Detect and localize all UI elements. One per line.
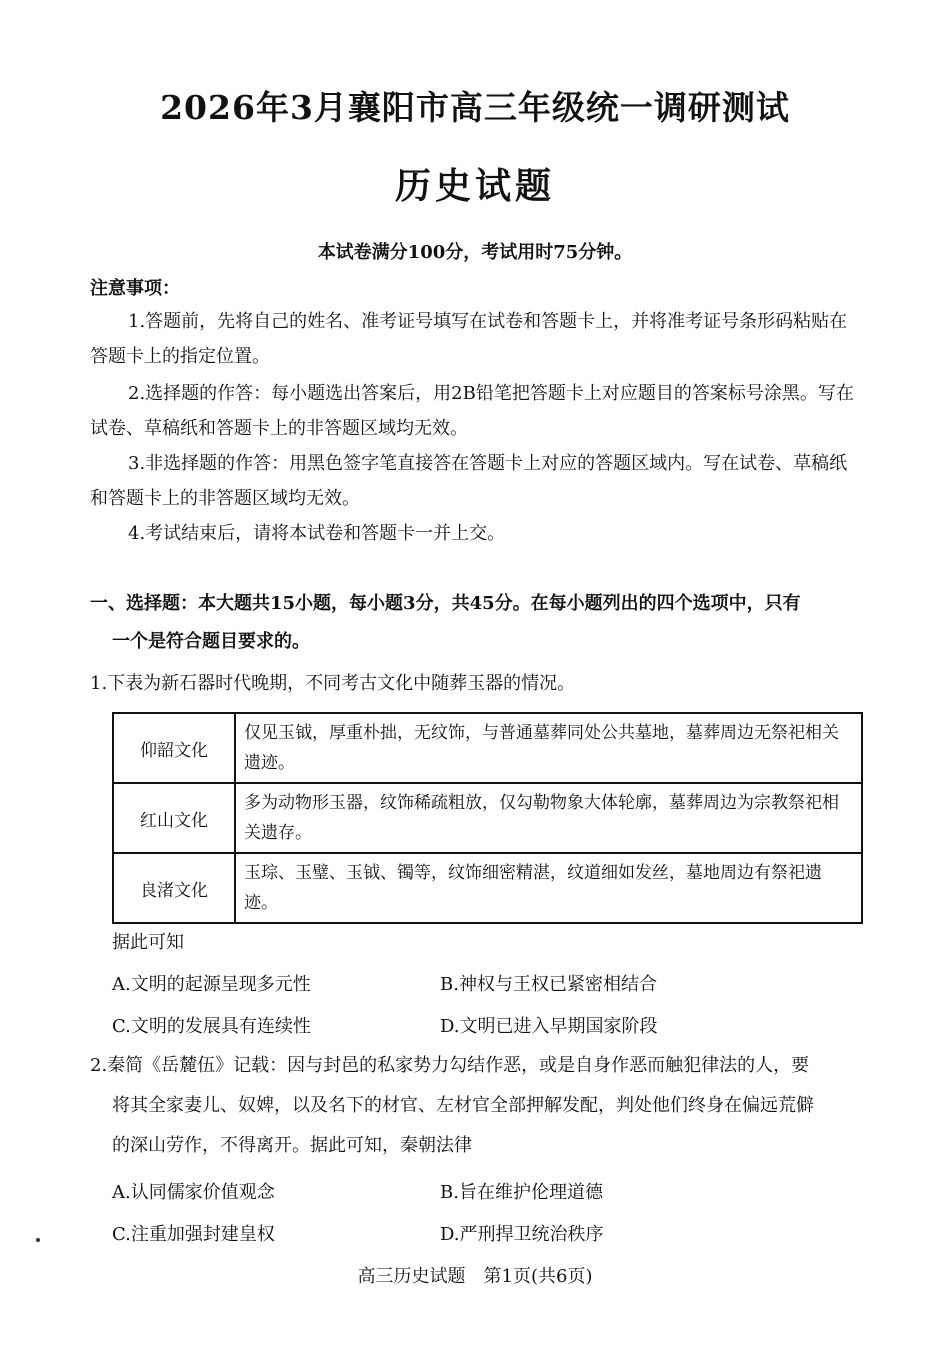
- culture-name: 良渚文化: [113, 853, 235, 923]
- q2-option-b[interactable]: B.旨在维护伦理道德: [440, 1182, 603, 1203]
- section-heading-line1: 一、选择题：本大题共15小题，每小题3分，共45分。在每小题列出的四个选项中，只有: [90, 593, 801, 614]
- question-1-hint: 据此可知: [112, 932, 184, 953]
- q2-option-c[interactable]: C.注重加强封建皇权: [112, 1224, 275, 1245]
- notice-title: 注意事项：: [90, 278, 180, 299]
- exam-info: 本试卷满分100分，考试用时75分钟。: [317, 242, 633, 263]
- section-heading-line2: 一个是符合题目要求的。: [112, 631, 310, 652]
- q1-option-c[interactable]: C.文明的发展具有连续性: [112, 1016, 311, 1037]
- subject-title: 历史试题: [394, 165, 555, 207]
- culture-name: 仰韶文化: [113, 713, 235, 783]
- q2-line1: 2.秦简《岳麓伍》记载：因与封邑的私家势力勾结作恶，或是自身作恶而触犯律法的人，要: [90, 1055, 810, 1076]
- notice-item-1: 1.答题前，先将自己的姓名、准考证号填写在试卷和答题卡上，并将准考证号条形码粘贴在答题卡上的指定位置。: [90, 311, 848, 367]
- notice-item-4: 4.考试结束后，请将本试卷和答题卡一并上交。: [128, 523, 506, 544]
- table-row: [113, 713, 862, 783]
- jade-culture-table: [112, 712, 863, 924]
- q1-option-b[interactable]: B.神权与王权已紧密相结合: [440, 974, 657, 995]
- question-1-stem: 1.下表为新石器时代晚期，不同考古文化中随葬玉器的情况。: [90, 673, 576, 694]
- table-row: [113, 853, 862, 923]
- scan-speck: [36, 1238, 40, 1242]
- page-footer: 高三历史试题 第1页(共6页): [357, 1266, 593, 1287]
- q2-option-a[interactable]: A.认同儒家价值观念: [112, 1182, 275, 1203]
- q2-line3: 的深山劳作，不得离开。据此可知，秦朝法律: [112, 1135, 472, 1156]
- culture-desc: 仅见玉钺，厚重朴拙，无纹饰，与普通墓葬同处公共墓地，墓葬周边无祭祀相关遗迹。: [235, 713, 862, 783]
- q1-option-a[interactable]: A.文明的起源呈现多元性: [112, 974, 311, 995]
- question-2-stem: [90, 1046, 865, 1166]
- exam-title: 2026年3月襄阳市高三年级统一调研测试: [160, 88, 790, 127]
- q2-option-d[interactable]: D.严刑捍卫统治秩序: [440, 1224, 604, 1245]
- q2-line2: 将其全家妻儿、奴婢，以及名下的材官、左材官全部押解发配，判处他们终身在偏远荒僻: [112, 1095, 814, 1116]
- section-heading: [90, 585, 865, 661]
- q1-option-d[interactable]: D.文明已进入早期国家阶段: [440, 1016, 658, 1037]
- culture-desc: 多为动物形玉器，纹饰稀疏粗放，仅勾勒物象大体轮廓，墓葬周边为宗教祭祀相关遗存。: [235, 783, 862, 853]
- culture-name: 红山文化: [113, 783, 235, 853]
- notice-item-3: 3.非选择题的作答：用黑色签字笔直接答在答题卡上对应的答题区域内。写在试卷、草稿纸和答题卡上的非答题区域均无效。: [90, 453, 848, 509]
- table-row: [113, 783, 862, 853]
- notice-item-2: 2.选择题的作答：每小题选出答案后，用2B铅笔把答题卡上对应题目的答案标号涂黑。写在试卷、草稿纸和答题卡上的非答题区域均无效。: [90, 383, 854, 439]
- culture-desc: 玉琮、玉璧、玉钺、镯等，纹饰细密精湛，纹道细如发丝，墓地周边有祭祀遗迹。: [235, 853, 862, 923]
